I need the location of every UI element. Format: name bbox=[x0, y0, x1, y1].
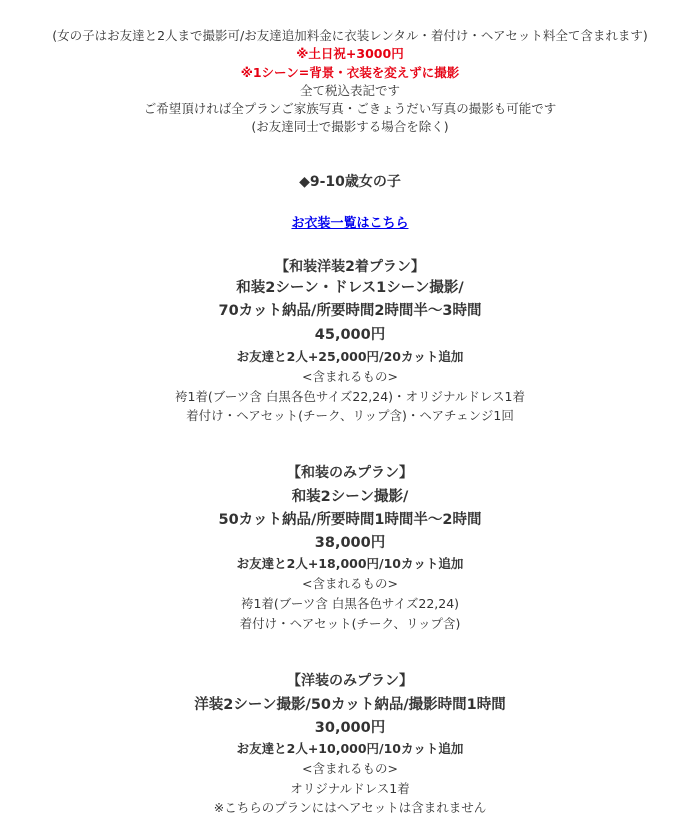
weekend-surcharge: ※土日祝+3000円 bbox=[296, 46, 404, 61]
plan-friend-addon: お友達と2人+10,000円/10カット追加 bbox=[236, 741, 464, 756]
plan-friend-addon: お友達と2人+18,000円/10カット追加 bbox=[236, 556, 464, 571]
family-photo-note: ご希望頂ければ全プランご家族写真・ごきょうだい写真の撮影も可能です bbox=[143, 101, 557, 116]
included-label: <含まれるもの> bbox=[302, 576, 398, 591]
costume-list-link-row bbox=[0, 212, 700, 233]
included-item: 着付け・ヘアセット(チーク、リップ含)・ヘアチェンジ1回 bbox=[186, 408, 514, 423]
plan-description: 和装2シーン・ドレス1シーン撮影/ bbox=[236, 280, 464, 296]
tax-note: 全て税込表記です bbox=[299, 83, 400, 98]
plan-name: 【和装洋装2着プラン】 bbox=[275, 259, 425, 275]
plan-price: 30,000円 bbox=[314, 720, 386, 736]
section-title: ◆9-10歳女の子 bbox=[299, 174, 401, 190]
included-label: <含まれるもの> bbox=[302, 369, 398, 384]
plan-description: 70カット納品/所要時間2時間半〜3時間 bbox=[218, 303, 482, 319]
plan-name: 【洋装のみプラン】 bbox=[287, 673, 413, 689]
plan-friend-addon: お友達と2人+25,000円/20カット追加 bbox=[236, 349, 464, 364]
costume-list-link[interactable]: お衣装一覧はこちら bbox=[291, 216, 409, 231]
plan-description: 50カット納品/所要時間1時間半〜2時間 bbox=[218, 512, 482, 528]
included-item: 袴1着(ブーツ含 白黒各色サイズ22,24)・オリジナルドレス1着 bbox=[174, 389, 526, 404]
plan-price: 38,000円 bbox=[314, 535, 386, 551]
hair-exclusion-note: ※こちらのプランにはヘアセットは含まれません bbox=[213, 800, 487, 815]
included-item: 袴1着(ブーツ含 白黒各色サイズ22,24) bbox=[240, 596, 460, 611]
included-item: 着付け・ヘアセット(チーク、リップ含) bbox=[239, 616, 461, 631]
plan-description: 和装2シーン撮影/ bbox=[291, 489, 409, 505]
intro-friend-note: (女の子はお友達と2人まで撮影可/お友達追加料金に衣装レンタル・着付け・ヘアセット料全て含まれます) bbox=[52, 28, 648, 43]
family-photo-exception: (お友達同士で撮影する場合を除く) bbox=[251, 119, 449, 134]
plan-description: 洋装2シーン撮影/50カット納品/撮影時間1時間 bbox=[194, 697, 506, 713]
scene-definition: ※1シーン=背景・衣装を変えずに撮影 bbox=[240, 65, 460, 80]
plan-price: 45,000円 bbox=[314, 327, 386, 343]
included-label: <含まれるもの> bbox=[302, 761, 398, 776]
plan-name: 【和装のみプラン】 bbox=[287, 465, 413, 481]
included-item: オリジナルドレス1着 bbox=[290, 781, 410, 796]
